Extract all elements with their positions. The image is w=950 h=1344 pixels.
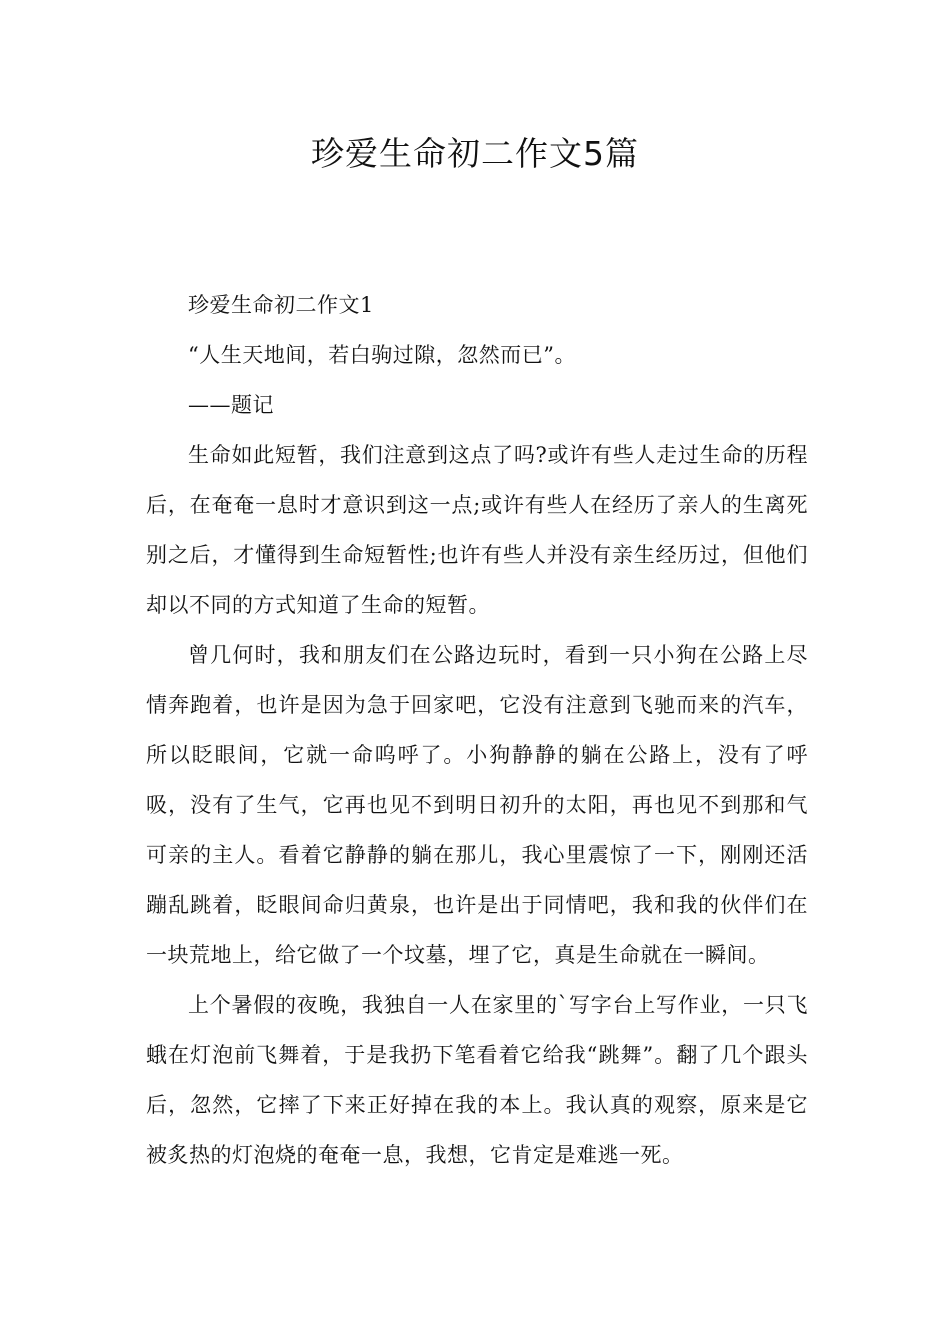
epigraph-quote: “人生天地间，若白驹过隙，忽然而已”。 — [188, 343, 576, 367]
body-paragraph: 上个暑假的夜晚，我独自一人在家里的`写字台上写作业，一只飞蛾在灯泡前飞舞着，于是我扔下笔看着它给我“跳舞”。翻了几个跟头后，忽然，它摔了下来正好掉在我的本上。我认真的观察，原来是它被炙热的灯泡烧的奄奄一息，我想，它肯定是难逃一死。 — [146, 993, 808, 1167]
body-paragraph: 生命如此短暂，我们注意到这点了吗?或许有些人走过生命的历程后，在奄奄一息时才意识到这一点;或许有些人在经历了亲人的生离死别之后，才懂得到生命短暂性;也许有些人并没有亲生经历过，但他们却以不同的方式知道了生命的短暂。 — [146, 443, 808, 617]
epigraph-attribution: ——题记 — [188, 393, 274, 417]
body-paragraph: 曾几何时，我和朋友们在公路边玩时，看到一只小狗在公路上尽情奔跑着，也许是因为急于回家吧，它没有注意到飞驰而来的汽车，所以眨眼间，它就一命呜呼了。小狗静静的躺在公路上，没有了呼吸，没有了生气，它再也见不到明日初升的太阳，再也见不到那和气可亲的主人。看着它静静的躺在那儿，我心里震惊了一下，刚刚还活蹦乱跳着，眨眼间命归黄泉，也许是出于同情吧，我和我的伙伴们在一块荒地上，给它做了一个坟墓，埋了它，真是生命就在一瞬间。 — [146, 643, 808, 967]
document-title: 珍爱生命初二作文5篇 — [311, 134, 639, 173]
section-heading: 珍爱生命初二作文1 — [188, 293, 374, 317]
document-body — [146, 280, 808, 1180]
